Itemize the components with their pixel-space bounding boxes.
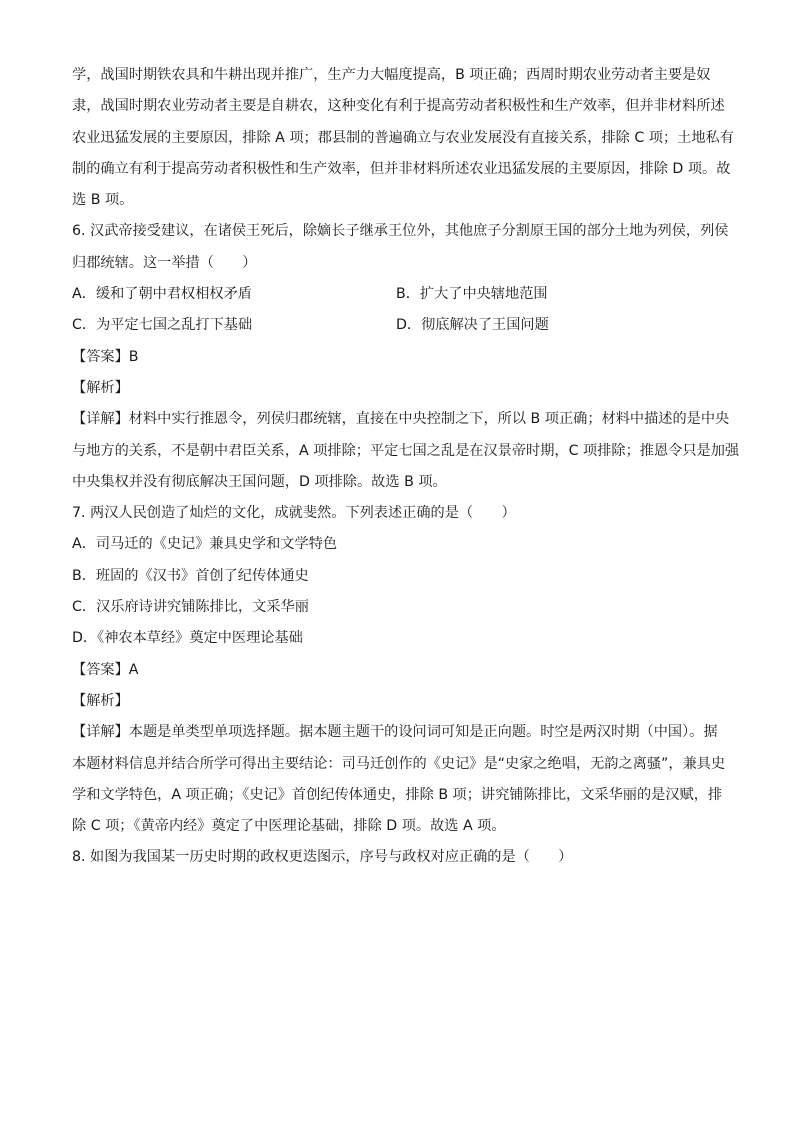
detail-line: 学和文学特色，A 项正确；《史记》首创纪传体通史，排除 B 项；讲究铺陈排比，文采华丽的是汉赋，排 <box>72 786 723 803</box>
text-line: 制的确立有利于提高劳动者积极性和生产效率，但并非材料所述农业迅猛发展的主要原因，排除 D 项。故 <box>72 160 731 177</box>
answer-label: 【答案】A <box>72 661 139 678</box>
question-stem: 归郡统辖。这一举措（ ） <box>72 254 257 271</box>
question-stem: 7. 两汉人民创造了灿烂的文化，成就斐然。下列表述正确的是（ ） <box>72 505 516 522</box>
detail-line: 【详解】材料中实行推恩令，列侯归郡统辖，直接在中央控制之下，所以 B 项正确；材料中描述的是中央 <box>72 411 730 428</box>
detail-line: 与地方的关系，不是朝中君臣关系，A 项排除；平定七国之乱是在汉景帝时期，C 项排除；推恩令只是加强 <box>72 442 740 459</box>
text-line: 农业迅猛发展的主要原因，排除 A 项；郡县制的普遍确立与农业发展没有直接关系，排除 C 项；土地私有 <box>72 129 734 146</box>
page-content <box>72 60 740 874</box>
detail-line: 中央集权并没有彻底解决王国问题，D 项排除。故选 B 项。 <box>72 473 447 490</box>
option-c: C．汉乐府诗讲究铺陈排比，文采华丽 <box>72 599 309 616</box>
question-8 <box>72 842 722 873</box>
text-line: 隶，战国时期农业劳动者主要是自耕农，这种变化有利于提高劳动者积极性和生产效率，但并非材料所述 <box>72 98 725 115</box>
detail-line: 【详解】本题是单类型单项选择题。据本题主题干的设问词可知是正向题。时空是两汉时期（中国）。据 <box>72 724 718 741</box>
option-b: B．扩大了中央辖地范围 <box>396 286 548 303</box>
option-b: B．班固的《汉书》首创了纪传体通史 <box>72 567 309 584</box>
analysis-label: 【解析】 <box>72 379 129 396</box>
question-7 <box>72 498 726 842</box>
option-d: D．《神农本草经》奠定中医理论基础 <box>72 630 303 647</box>
option-d: D．彻底解决了王国问题 <box>396 317 549 334</box>
option-a: A．司马迁的《史记》兼具史学和文学特色 <box>72 536 338 553</box>
prev-analysis <box>72 60 734 216</box>
answer-label: 【答案】B <box>72 348 139 365</box>
detail-line: 除 C 项；《黄帝内经》奠定了中医理论基础，排除 D 项。故选 A 项。 <box>72 818 506 835</box>
analysis-label: 【解析】 <box>72 692 129 709</box>
text-line: 选 B 项。 <box>72 192 134 209</box>
option-row <box>72 310 722 341</box>
text-line: 学，战国时期铁农具和牛耕出现并推广，生产力大幅度提高，B 项正确；西周时期农业劳动者主要是奴 <box>72 67 711 83</box>
question-stem: 6. 汉武帝接受建议，在诸侯王死后，除嫡长子继承王位外，其他庶子分割原王国的部分土地为列侯，列侯 <box>72 223 729 240</box>
option-c: C．为平定七国之乱打下基础 <box>72 317 253 334</box>
question-6 <box>72 216 740 498</box>
detail-line: 本题材料信息并结合所学可得出主要结论：司马迁创作的《史记》是“史家之绝唱，无韵之离骚”，兼具史 <box>72 755 726 772</box>
option-row <box>72 279 722 310</box>
option-a: A．缓和了朝中君权相权矛盾 <box>72 286 252 303</box>
question-stem: 8. 如图为我国某一历史时期的政权更迭图示，序号与政权对应正确的是（ ） <box>72 849 573 866</box>
